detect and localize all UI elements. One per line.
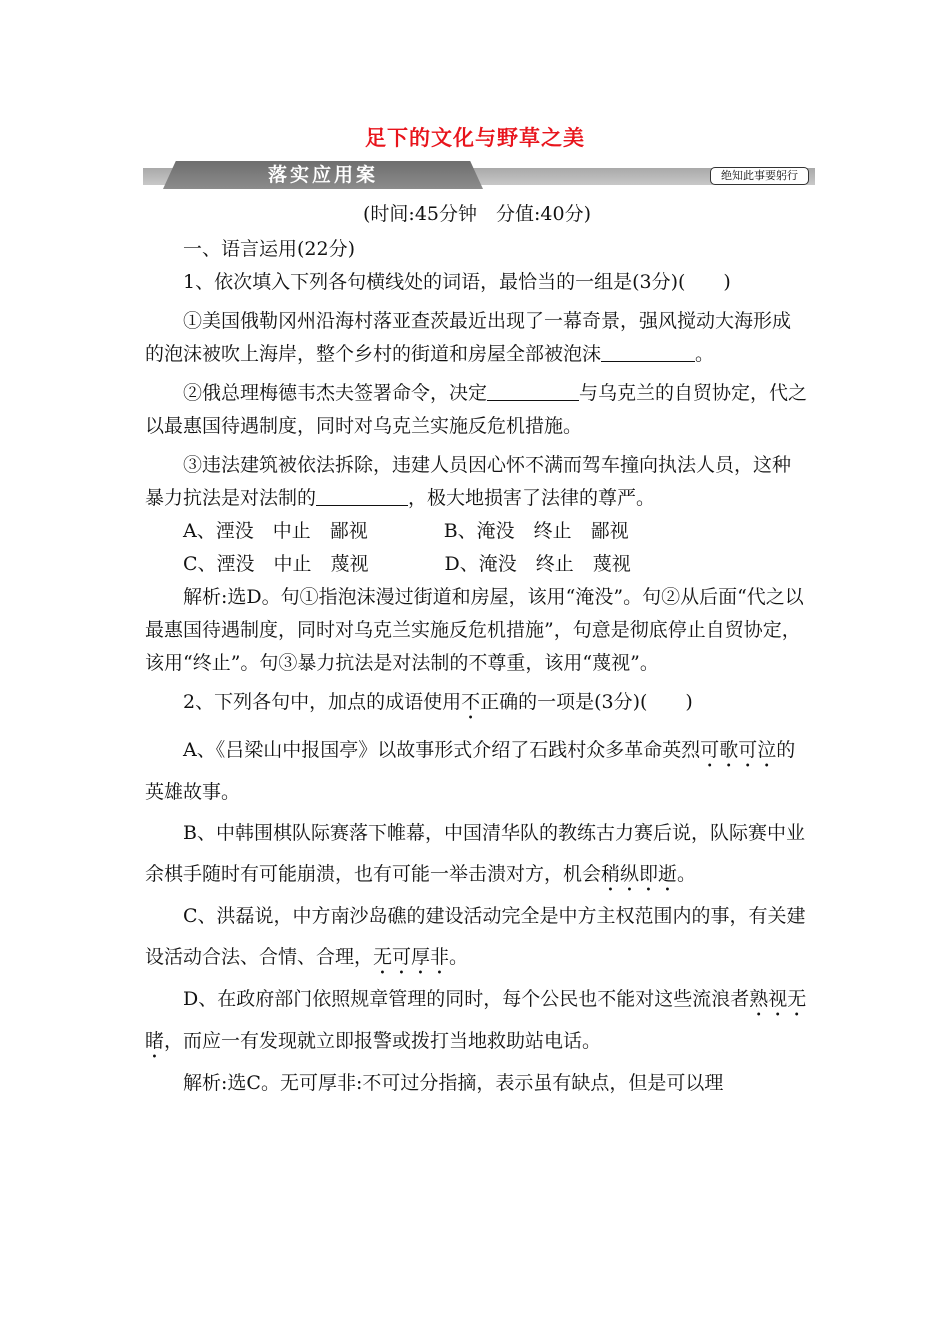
question-2-analysis: 解析:选C。无可厚非:不可过分指摘，表示虽有缺点，但是可以理 [183, 1072, 724, 1094]
question-2-option-b: B、中韩围棋队际赛落下帷幕，中国清华队的教练古力赛后说，队际赛中业余棋手随时有可能崩溃，也有可能一举击溃对方，机会稍纵即逝。 [145, 822, 805, 885]
question-1-options-cd: C、湮没 中止 蔑视 D、淹没 终止 蔑视 [183, 553, 631, 575]
section-banner [143, 161, 815, 189]
question-1-sentence-3: ③违法建筑被依法拆除，违建人员因心怀不满而驾车撞向执法人员，这种暴力抗法是对法制的 ，极大地损害了法律的尊严。 [145, 454, 792, 509]
banner-stamp: 绝知此事要躬行 [710, 167, 809, 185]
time-info: (时间:45分钟 分值:40分) [363, 203, 591, 225]
question-1-sentence-1: ①美国俄勒冈州沿海村落亚查茨最近出现了一幕奇景，强风搅动大海形成的泡沫被吹上海岸，整个乡村的街道和房屋全部被泡沫 。 [145, 310, 792, 365]
answer-blank [487, 380, 579, 401]
section-heading: 一、语言运用(22分) [183, 238, 356, 260]
dotted-idiom: 可歌可泣 [700, 739, 777, 761]
document-body [145, 198, 809, 1104]
question-2-option-a: A、《吕梁山中报国亭》以故事形式介绍了石践村众多革命英烈可歌可泣的英雄故事。 [145, 739, 796, 803]
question-1-options-ab: A、湮没 中止 鄙视 B、淹没 终止 鄙视 [183, 520, 629, 542]
banner-label: 落实应用案 [267, 164, 378, 186]
dotted-idiom: 熟视无睹 [145, 988, 807, 1052]
dotted-idiom: 稍纵即逝 [601, 863, 678, 885]
question-2-stem: 2、下列各句中，加点的成语使用不正确的一项是(3分)( ) [183, 691, 693, 713]
question-1-analysis: 解析:选D。句①指泡沫漫过街道和房屋，该用“淹没”。句②从后面“代之以最惠国待遇制度，同时对乌克兰实施反危机措施”，句意是彻底停止自贸协定，该用“终止”。句③暴力抗法是对法制的不尊重，该用“蔑视”。 [145, 586, 804, 674]
answer-blank [316, 485, 408, 506]
question-2-option-c: C、洪磊说，中方南沙岛礁的建设活动完全是中方主权范围内的事，有关建设活动合法、合情、合理，无可厚非。 [145, 905, 806, 968]
question-1-sentence-2: ②俄总理梅德韦杰夫签署命令，决定 与乌克兰的自贸协定，代之以最惠国待遇制度，同时对乌克兰实施反危机措施。 [145, 382, 808, 437]
answer-blank [601, 341, 695, 362]
dotted-idiom: 无可厚非 [373, 946, 450, 968]
question-2-option-d: D、在政府部门依照规章管理的同时，每个公民也不能对这些流浪者熟视无睹，而应一有发现就立即报警或拨打当地救助站电话。 [145, 988, 807, 1052]
question-1-stem: 1、依次填入下列各句横线处的词语，最恰当的一组是(3分)( ) [183, 271, 731, 293]
emphasis-dot-text: 不 [461, 691, 481, 713]
document-title: 足下的文化与野草之美 [365, 126, 585, 150]
